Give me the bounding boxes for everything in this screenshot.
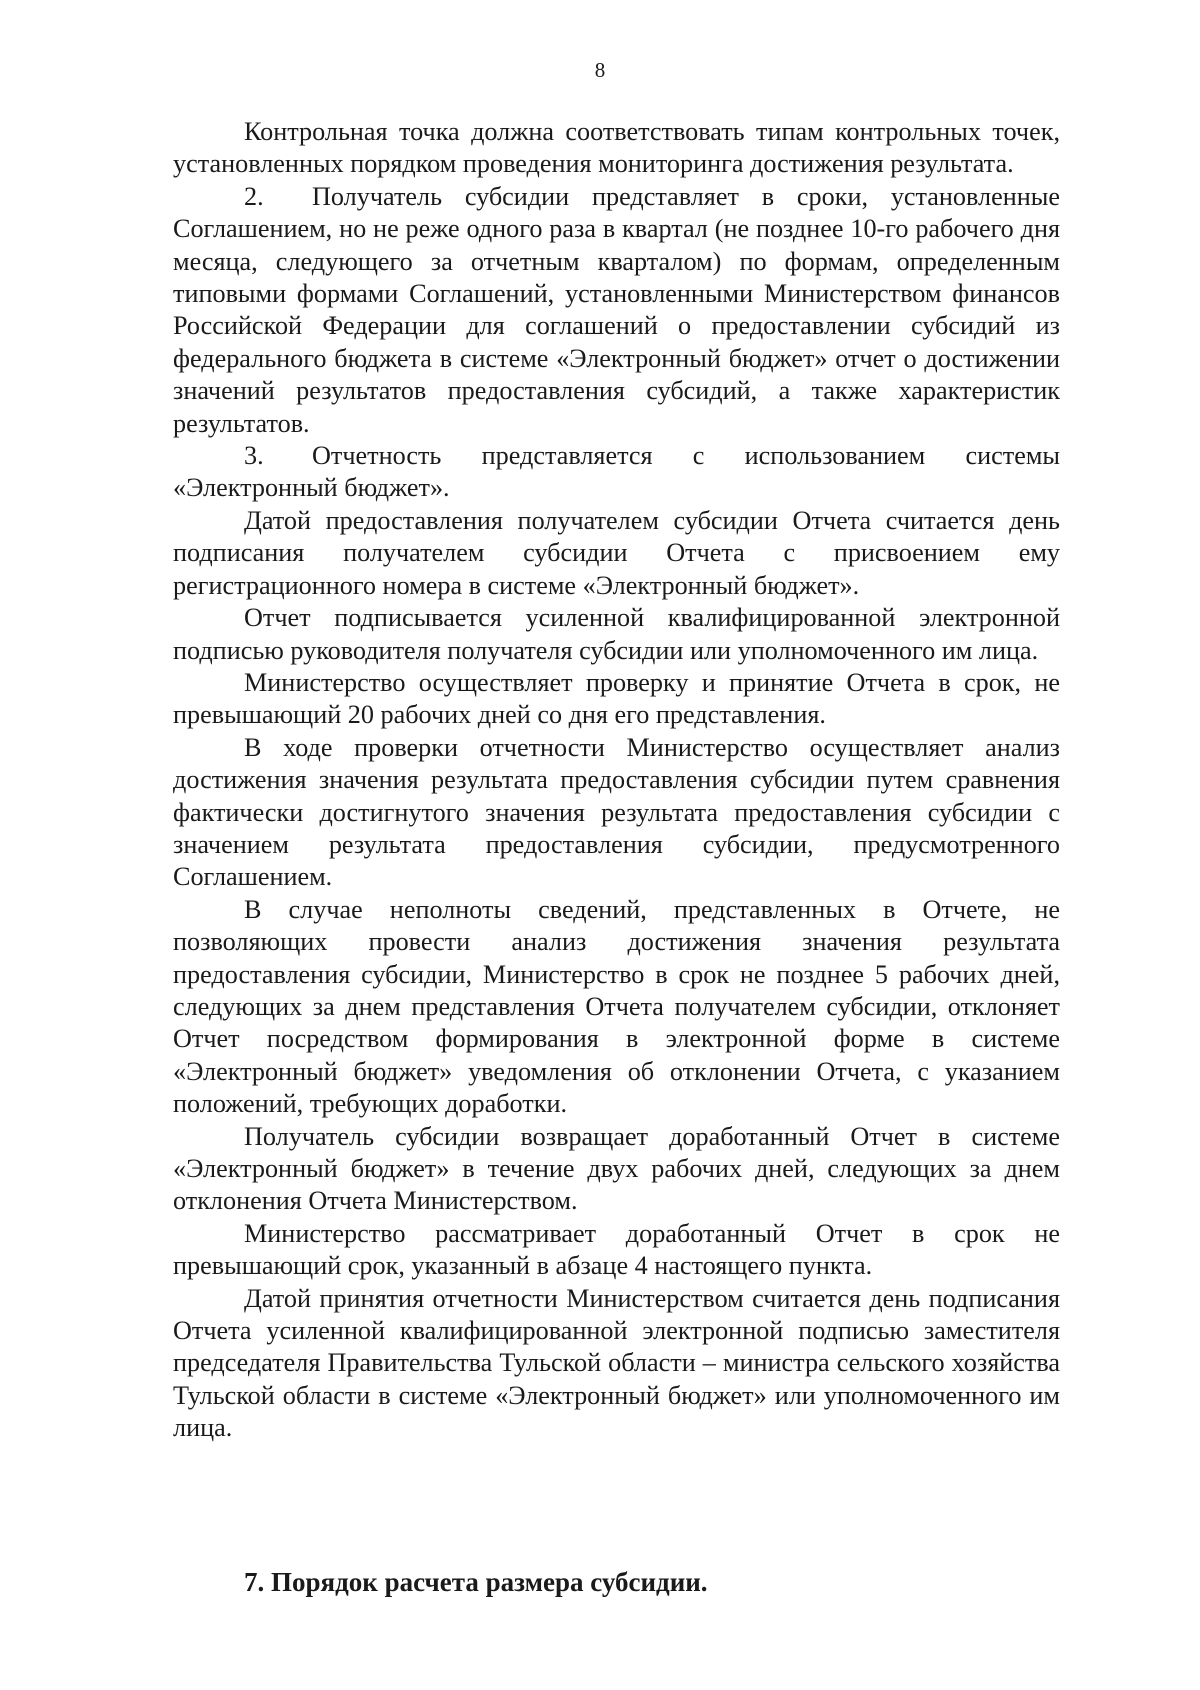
paragraph-text: Датой предоставления получателем субсидии Отчета считается день подписания получателем субсидии Отчета с присвоением ему регистрационного номера в системе «Электронный бюджет». xyxy=(173,505,1060,600)
page-number: 8 xyxy=(594,58,606,82)
paragraph xyxy=(173,602,1060,667)
paragraph xyxy=(173,116,1060,181)
section-heading: 7. Порядок расчета размера субсидии. xyxy=(244,1567,708,1597)
paragraph xyxy=(173,732,1060,894)
paragraph xyxy=(173,894,1060,1121)
paragraph-numbered xyxy=(173,440,1060,505)
paragraph-text: В случае неполноты сведений, представленных в Отчете, не позволяющих провести анализ достижения значения результата предоставления субсидии, Министерство в срок не позднее 5 рабочих дней, следующих за днем представления Отчета получателем субсидии, отклоняет Отчет посредством формирования в электронной форме в системе «Электронный бюджет» уведомления об отклонении Отчета, с указанием положений, требующих доработки. xyxy=(173,894,1060,1119)
paragraph-text: Датой принятия отчетности Министерством считается день подписания Отчета усиленной квалифицированной электронной подписью заместителя председателя Правительства Тульской области – министра сельского хозяйства Тульской области в системе «Электронный бюджет» или уполномоченного им лица. xyxy=(173,1283,1060,1443)
paragraph xyxy=(173,667,1060,732)
document-body xyxy=(173,116,1060,1445)
paragraph-numbered xyxy=(173,181,1060,440)
paragraph-text: Получатель субсидии представляет в сроки, установленные Соглашением, но не реже одного раза в квартал (не позднее 10-го рабочего дня месяца, следующего за отчетным кварталом) по формам, определенным типовыми формами Соглашений, установленными Министерством финансов Российской Федерации для соглашений о предоставлении субсидий из федерального бюджета в системе «Электронный бюджет» отчет о достижении значений результатов предоставления субсидий, а также характеристик результатов. xyxy=(173,181,1060,438)
paragraph-text: Министерство осуществляет проверку и принятие Отчета в срок, не превышающий 20 рабочих дней со дня его представления. xyxy=(173,667,1060,730)
paragraph-text: Контрольная точка должна соответствовать типам контрольных точек, установленных порядком проведения мониторинга достижения результата. xyxy=(173,117,1060,179)
paragraph xyxy=(173,505,1060,602)
paragraph-text: Отчетность представляется с использованием системы «Электронный бюджет». xyxy=(173,441,1060,503)
paragraph-number: 3. xyxy=(244,441,264,471)
paragraph-text: Министерство рассматривает доработанный Отчет в срок не превышающий срок, указанный в абзаце 4 настоящего пункта. xyxy=(173,1218,1060,1281)
paragraph xyxy=(173,1218,1060,1283)
paragraph xyxy=(173,1121,1060,1218)
paragraph-number: 2. xyxy=(244,181,264,211)
paragraph xyxy=(173,1283,1060,1445)
paragraph-text: Получатель субсидии возвращает доработанный Отчет в системе «Электронный бюджет» в течение двух рабочих дней, следующих за днем отклонения Отчета Министерством. xyxy=(173,1121,1060,1216)
paragraph-text: В ходе проверки отчетности Министерство осуществляет анализ достижения значения результата предоставления субсидии путем сравнения фактически достигнутого значения результата предоставления субсидии с значением результата предоставления субсидии, предусмотренного Соглашением. xyxy=(173,732,1060,892)
paragraph-text: Отчет подписывается усиленной квалифицированной электронной подписью руководителя получателя субсидии или уполномоченного им лица. xyxy=(173,603,1060,665)
